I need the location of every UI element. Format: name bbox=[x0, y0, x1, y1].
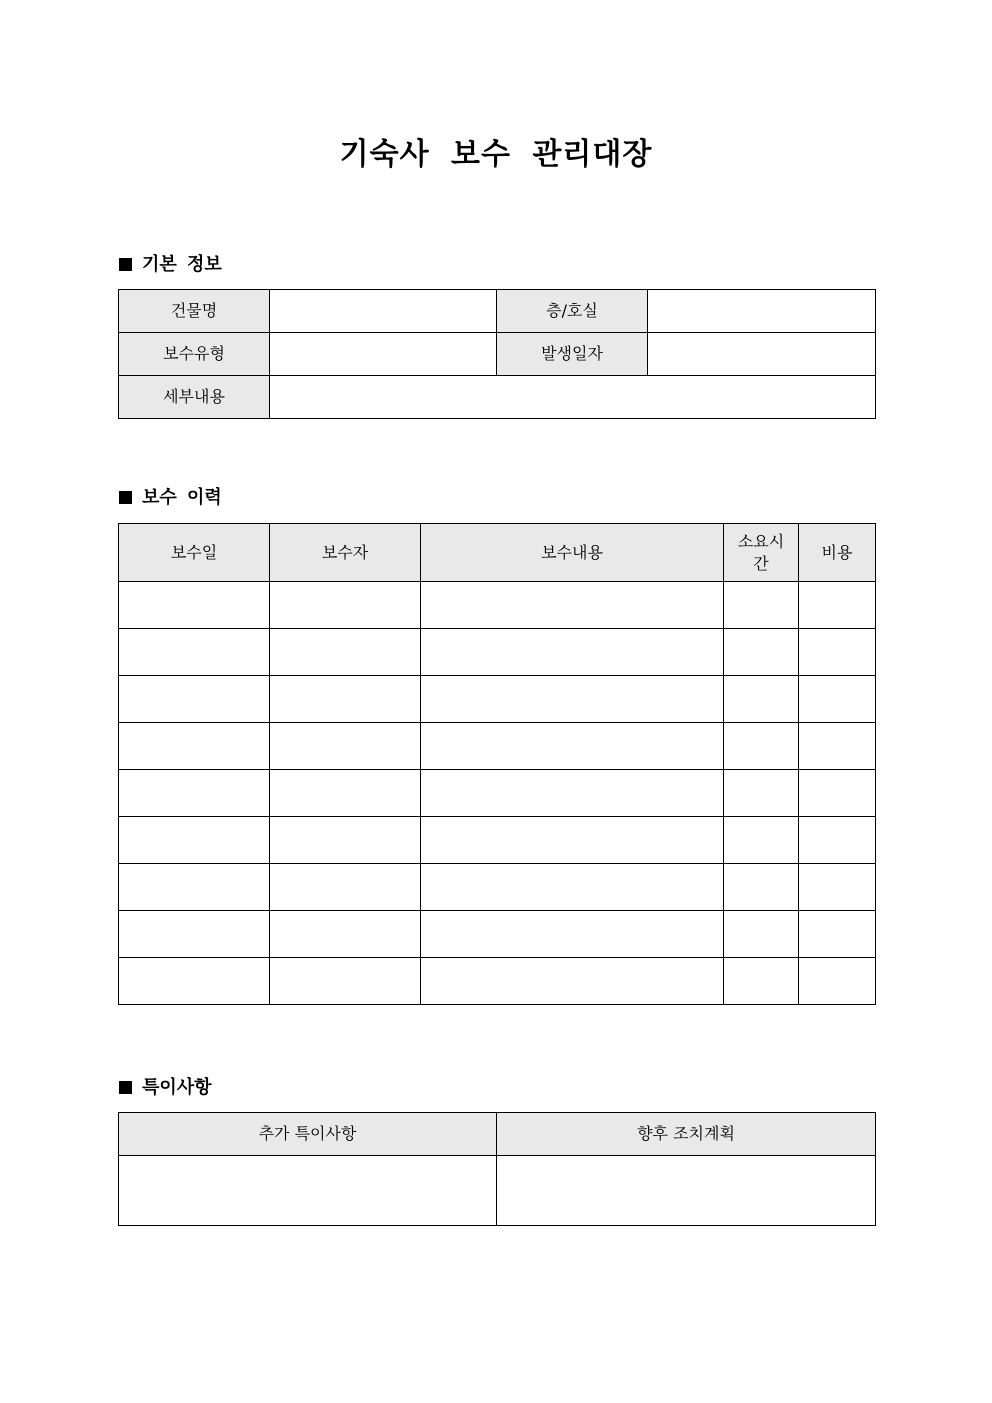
future-action-plan-field[interactable] bbox=[497, 1156, 876, 1226]
cost-cell[interactable] bbox=[799, 582, 876, 629]
time-required-cell[interactable] bbox=[724, 582, 799, 629]
additional-notes-field[interactable] bbox=[119, 1156, 497, 1226]
repairer-cell[interactable] bbox=[270, 817, 421, 864]
repairer-cell[interactable] bbox=[270, 723, 421, 770]
repair-date-cell[interactable] bbox=[119, 864, 270, 911]
section-title-basic-info bbox=[119, 253, 222, 277]
section-title-repair-history bbox=[119, 486, 222, 510]
square-bullet-icon bbox=[119, 1081, 132, 1094]
repairer-cell[interactable] bbox=[270, 958, 421, 1005]
building-field[interactable] bbox=[270, 290, 497, 333]
repair-history-rows bbox=[119, 582, 876, 1005]
time-required-cell[interactable] bbox=[724, 817, 799, 864]
table-row bbox=[119, 958, 876, 1005]
repair-content-cell[interactable] bbox=[421, 911, 724, 958]
repair-content-cell[interactable] bbox=[421, 582, 724, 629]
repairer-cell[interactable] bbox=[270, 770, 421, 817]
cost-cell[interactable] bbox=[799, 958, 876, 1005]
basic-info-table bbox=[118, 289, 876, 419]
table-row bbox=[119, 629, 876, 676]
table-row bbox=[119, 911, 876, 958]
cost-cell[interactable] bbox=[799, 723, 876, 770]
table-row bbox=[119, 817, 876, 864]
repairer-cell[interactable] bbox=[270, 629, 421, 676]
table-row bbox=[119, 864, 876, 911]
table-row bbox=[119, 333, 876, 376]
section-title-text: 기본 정보 bbox=[142, 254, 222, 275]
header-additional-notes: 추가 특이사항 bbox=[119, 1113, 497, 1156]
cost-cell[interactable] bbox=[799, 629, 876, 676]
repair-date-cell[interactable] bbox=[119, 582, 270, 629]
occurrence-date-label: 발생일자 bbox=[497, 333, 648, 376]
table-row bbox=[119, 676, 876, 723]
header-repair-date: 보수일 bbox=[119, 524, 270, 582]
table-row bbox=[119, 723, 876, 770]
table-header-row bbox=[119, 1113, 876, 1156]
time-required-cell[interactable] bbox=[724, 723, 799, 770]
table-row bbox=[119, 770, 876, 817]
time-required-cell[interactable] bbox=[724, 770, 799, 817]
header-repairer: 보수자 bbox=[270, 524, 421, 582]
table-row bbox=[119, 1156, 876, 1226]
repair-history-table bbox=[118, 523, 876, 1005]
repair-type-field[interactable] bbox=[270, 333, 497, 376]
square-bullet-icon bbox=[119, 491, 132, 504]
header-repair-content: 보수내용 bbox=[421, 524, 724, 582]
section-title-special-notes bbox=[119, 1076, 212, 1100]
cost-cell[interactable] bbox=[799, 911, 876, 958]
cost-cell[interactable] bbox=[799, 817, 876, 864]
table-row bbox=[119, 290, 876, 333]
section-title-text: 특이사항 bbox=[142, 1077, 212, 1098]
repairer-cell[interactable] bbox=[270, 864, 421, 911]
repair-content-cell[interactable] bbox=[421, 629, 724, 676]
cost-cell[interactable] bbox=[799, 770, 876, 817]
floor-room-label: 층/호실 bbox=[497, 290, 648, 333]
building-label: 건물명 bbox=[119, 290, 270, 333]
repair-date-cell[interactable] bbox=[119, 723, 270, 770]
table-header-row bbox=[119, 524, 876, 582]
repairer-cell[interactable] bbox=[270, 911, 421, 958]
time-required-cell[interactable] bbox=[724, 864, 799, 911]
details-label: 세부내용 bbox=[119, 376, 270, 419]
cost-cell[interactable] bbox=[799, 864, 876, 911]
cost-cell[interactable] bbox=[799, 676, 876, 723]
occurrence-date-field[interactable] bbox=[648, 333, 876, 376]
page-title: 기숙사 보수 관리대장 bbox=[339, 137, 653, 172]
square-bullet-icon bbox=[119, 258, 132, 271]
repairer-cell[interactable] bbox=[270, 582, 421, 629]
time-required-cell[interactable] bbox=[724, 676, 799, 723]
repair-content-cell[interactable] bbox=[421, 770, 724, 817]
repairer-cell[interactable] bbox=[270, 676, 421, 723]
repair-content-cell[interactable] bbox=[421, 676, 724, 723]
special-notes-table bbox=[118, 1112, 876, 1226]
time-required-cell[interactable] bbox=[724, 958, 799, 1005]
table-row bbox=[119, 582, 876, 629]
repair-content-cell[interactable] bbox=[421, 817, 724, 864]
repair-content-cell[interactable] bbox=[421, 958, 724, 1005]
repair-date-cell[interactable] bbox=[119, 770, 270, 817]
repair-content-cell[interactable] bbox=[421, 723, 724, 770]
table-row bbox=[119, 376, 876, 419]
repair-date-cell[interactable] bbox=[119, 676, 270, 723]
header-future-action-plan: 향후 조치계획 bbox=[497, 1113, 876, 1156]
time-required-cell[interactable] bbox=[724, 911, 799, 958]
repair-date-cell[interactable] bbox=[119, 629, 270, 676]
repair-date-cell[interactable] bbox=[119, 911, 270, 958]
repair-date-cell[interactable] bbox=[119, 817, 270, 864]
floor-room-field[interactable] bbox=[648, 290, 876, 333]
header-cost: 비용 bbox=[799, 524, 876, 582]
repair-type-label: 보수유형 bbox=[119, 333, 270, 376]
repair-date-cell[interactable] bbox=[119, 958, 270, 1005]
section-title-text: 보수 이력 bbox=[142, 487, 222, 508]
header-time-required: 소요시간 bbox=[724, 524, 799, 582]
repair-content-cell[interactable] bbox=[421, 864, 724, 911]
details-field[interactable] bbox=[270, 376, 876, 419]
time-required-cell[interactable] bbox=[724, 629, 799, 676]
